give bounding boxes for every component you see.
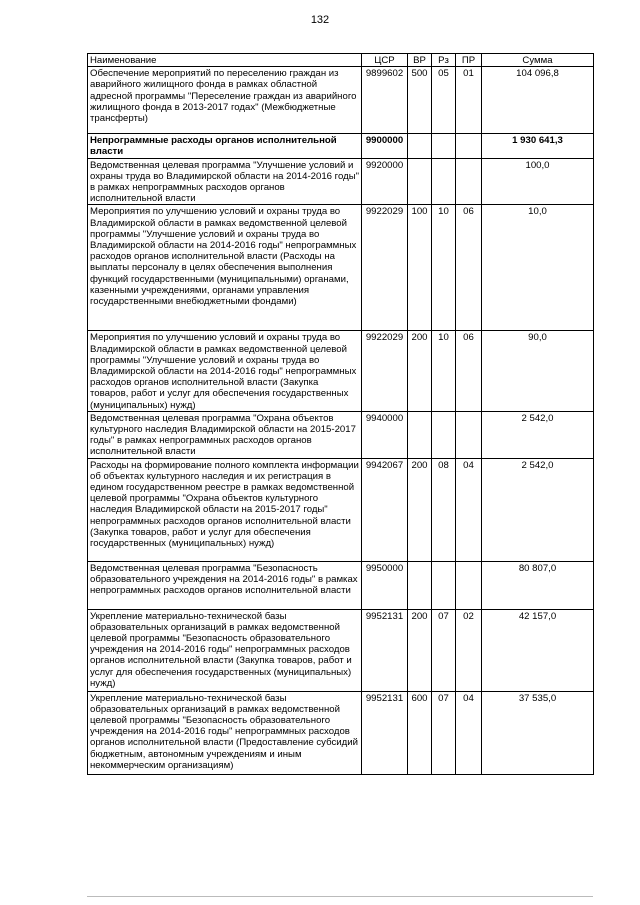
row-name: Расходы на формирование полного комплекта информации об объектах культурного наследия и их регистрация в едином государственном реестре в рамках ведомственной целевой программы "Охрана объектов культурного наследия Владимирской области на 2015-2017 годы" непрограммных расходов органов исполнительной власти (Закупка товаров, работ и услуг для обеспечения государственных (муниципальных) нужд) [88, 458, 362, 561]
row-csr: 9940000 [362, 411, 408, 458]
row-name: Мероприятия по улучшению условий и охраны труда во Владимирской области в рамках ведомственной целевой программы "Улучшение условий и охраны труда во Владимирской области на 2014-2016 годы" непрограммных расходов органов исполнительной власти (Закупка товаров, работ и услуг для обеспечения государственных (муниципальных) нужд) [88, 331, 362, 411]
budget-table [87, 53, 594, 775]
row-name: Укрепление материально-технической базы образовательных организаций в рамках ведомственной целевой программы "Безопасность образовательного учреждения на 2014-2016 годы" непрограммных расходов органов исполнительной власти (Предоставление субсидий бюджетным, автономным учреждениям и иным некоммерческим организациям) [88, 691, 362, 774]
row-sum: 2 542,0 [482, 411, 594, 458]
row-vr: 200 [408, 609, 432, 691]
row-rz [432, 561, 456, 609]
header-csr: ЦСР [362, 54, 408, 67]
row-pr: 04 [456, 458, 482, 561]
row-csr: 9922029 [362, 205, 408, 331]
table-row [88, 411, 594, 458]
page-number: 132 [310, 14, 330, 26]
table-row [88, 458, 594, 561]
row-rz [432, 411, 456, 458]
table-body [88, 67, 594, 774]
row-sum: 10,0 [482, 205, 594, 331]
row-sum: 80 807,0 [482, 561, 594, 609]
row-pr [456, 158, 482, 205]
row-sum: 1 930 641,3 [482, 134, 594, 158]
row-vr: 600 [408, 691, 432, 774]
row-vr [408, 158, 432, 205]
table-row [88, 134, 594, 158]
row-name: Непрограммные расходы органов исполнительной власти [88, 134, 362, 158]
row-name: Мероприятия по улучшению условий и охраны труда во Владимирской области в рамках ведомственной целевой программы "Улучшение условий и охраны труда во Владимирской области на 2014-2016 годы" непрограммных расходов органов исполнительной власти (Расходы на выплаты персоналу в целях обеспечения выполнения функций государственными (муниципальными) органами, казенными учреждениями, органами управления государственными внебюджетными фондами) [88, 205, 362, 331]
row-csr: 9952131 [362, 691, 408, 774]
row-name: Ведомственная целевая программа "Безопасность образовательного учреждения на 2014-2016 годы" в рамках непрограммных расходов органов исполнительной власти [88, 561, 362, 609]
table-row [88, 691, 594, 774]
row-sum: 42 157,0 [482, 609, 594, 691]
row-name: Укрепление материально-технической базы образовательных организаций в рамках ведомственной целевой программы "Безопасность образовательного учреждения на 2014-2016 годы" непрограммных расходов органов исполнительной власти (Закупка товаров, работ и услуг для обеспечения государственных (муниципальных) нужд) [88, 609, 362, 691]
table-row [88, 609, 594, 691]
row-pr: 02 [456, 609, 482, 691]
table-row [88, 331, 594, 411]
row-csr: 9900000 [362, 134, 408, 158]
row-rz: 08 [432, 458, 456, 561]
row-vr: 200 [408, 331, 432, 411]
row-csr: 9950000 [362, 561, 408, 609]
header-sum: Сумма [482, 54, 594, 67]
row-name: Ведомственная целевая программа "Улучшение условий и охраны труда во Владимирской области на 2014-2016 годы" в рамках непрограммных расходов органов исполнительной власти [88, 158, 362, 205]
row-vr [408, 134, 432, 158]
row-csr: 9952131 [362, 609, 408, 691]
row-csr: 9922029 [362, 331, 408, 411]
table-row [88, 158, 594, 205]
row-sum: 37 535,0 [482, 691, 594, 774]
table-row [88, 561, 594, 609]
row-rz: 10 [432, 331, 456, 411]
row-pr: 06 [456, 205, 482, 331]
row-name: Обеспечение мероприятий по переселению граждан из аварийного жилищного фонда в рамках областной адресной программы "Переселение граждан из аварийного жилищного фонда в 2013-2017 годах" (Межбюджетные трансферты) [88, 67, 362, 134]
row-pr: 01 [456, 67, 482, 134]
row-pr [456, 561, 482, 609]
header-vr: ВР [408, 54, 432, 67]
row-pr [456, 411, 482, 458]
row-name: Ведомственная целевая программа "Охрана объектов культурного наследия Владимирской области на 2015-2017 годы" в рамках непрограммных расходов органов исполнительной власти [88, 411, 362, 458]
row-vr: 200 [408, 458, 432, 561]
row-vr: 100 [408, 205, 432, 331]
row-sum: 104 096,8 [482, 67, 594, 134]
table-row [88, 67, 594, 134]
row-pr: 04 [456, 691, 482, 774]
row-sum: 100,0 [482, 158, 594, 205]
header-rz: Рз [432, 54, 456, 67]
footer-rule [87, 896, 593, 897]
row-vr [408, 561, 432, 609]
row-pr [456, 134, 482, 158]
row-rz [432, 158, 456, 205]
row-vr: 500 [408, 67, 432, 134]
row-rz: 07 [432, 609, 456, 691]
row-pr: 06 [456, 331, 482, 411]
row-vr [408, 411, 432, 458]
header-name: Наименование [88, 54, 362, 67]
row-rz: 10 [432, 205, 456, 331]
row-sum: 90,0 [482, 331, 594, 411]
header-pr: ПР [456, 54, 482, 67]
row-csr: 9942067 [362, 458, 408, 561]
row-rz: 05 [432, 67, 456, 134]
table-header-row [88, 54, 594, 67]
row-rz: 07 [432, 691, 456, 774]
row-sum: 2 542,0 [482, 458, 594, 561]
table-row [88, 205, 594, 331]
row-csr: 9899602 [362, 67, 408, 134]
row-rz [432, 134, 456, 158]
row-csr: 9920000 [362, 158, 408, 205]
